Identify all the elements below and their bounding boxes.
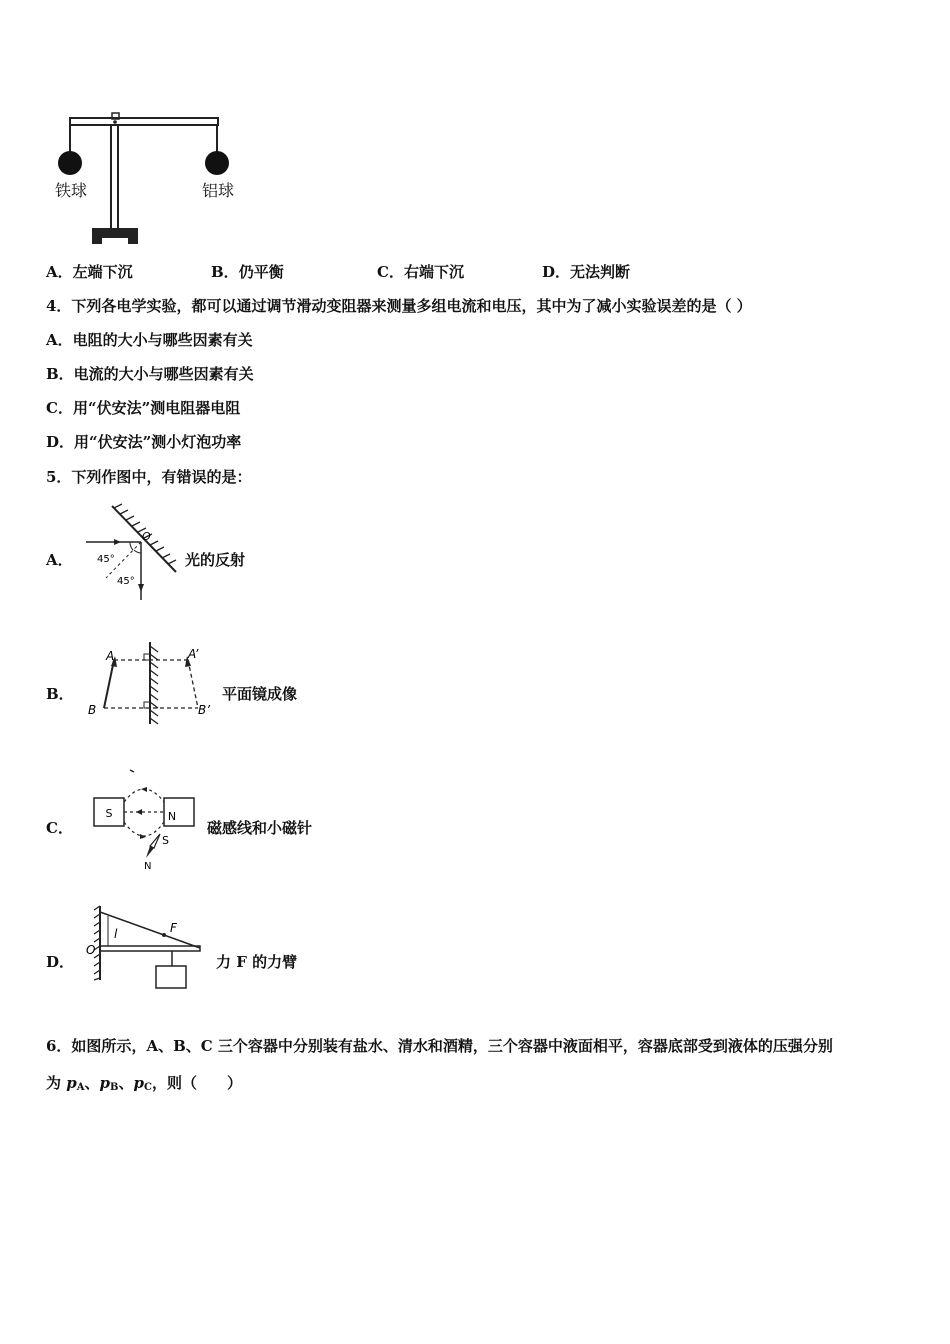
q5-option-b-caption: 平面镜成像: [222, 685, 298, 703]
q4-option-a[interactable]: A．电阻的大小与哪些因素有关: [46, 331, 253, 349]
needle-s-label: S: [162, 834, 169, 847]
left-magnet-label: S: [105, 807, 113, 820]
q5-stem: 5．下列作图中，有错误的是：: [46, 468, 252, 486]
q3-option-b[interactable]: [211, 261, 284, 282]
sub-b: B: [110, 1082, 119, 1093]
q6-suffix: ，则（ ）: [151, 1074, 242, 1092]
needle-n-label: N: [144, 861, 152, 872]
q5-option-d-letter[interactable]: D．: [46, 953, 75, 971]
magnetic-field-figure: [90, 766, 206, 872]
q3-option-a[interactable]: [46, 261, 133, 282]
reflection-figure: [84, 500, 184, 604]
lever-figure: [84, 902, 208, 994]
q3-option-c[interactable]: [377, 261, 464, 282]
q5-option-a-caption: 光的反射: [185, 551, 246, 569]
q5-option-c-caption: 磁感线和小磁针: [207, 819, 313, 837]
q6-prefix: 为: [46, 1074, 67, 1092]
option-letter: A．: [46, 263, 73, 281]
arm-l-label: l: [114, 927, 118, 941]
option-text: 无法判断: [570, 263, 631, 281]
q5-option-c-letter[interactable]: C．: [46, 819, 73, 837]
option-letter: C．: [377, 263, 404, 281]
q5-option-d-caption: 力 F 的力臂: [216, 953, 298, 971]
option-letter: B．: [211, 263, 239, 281]
pivot-o-label: O: [86, 943, 96, 957]
label-b: B: [88, 703, 97, 717]
label-a: A: [106, 649, 115, 663]
sub-c: C: [143, 1082, 152, 1093]
q4-option-b[interactable]: B．电流的大小与哪些因素有关: [46, 365, 254, 383]
q3-option-d[interactable]: [542, 261, 630, 282]
force-f-label: F: [170, 921, 177, 935]
q4-option-d[interactable]: D．用“伏安法”测小灯泡功率: [46, 433, 242, 451]
option-text: 仍平衡: [238, 263, 284, 281]
p-symbol: p: [66, 1074, 77, 1092]
q5-option-a-letter[interactable]: A．: [46, 551, 73, 569]
angle-top-label: 45°: [97, 554, 115, 565]
label-b-prime: B’: [198, 703, 211, 717]
q4-stem: 4．下列各电学实验，都可以通过调节滑动变阻器来测量多组电流和电压，其中为了减小实验误差的是（ ）: [46, 297, 752, 315]
sub-a: A: [76, 1082, 85, 1093]
point-o-label: O: [142, 530, 151, 543]
option-text: 右端下沉: [403, 263, 464, 281]
aluminum-ball-label: 铝球: [202, 181, 235, 200]
angle-bottom-label: 45°: [117, 576, 135, 587]
iron-ball-label: 铁球: [55, 181, 88, 200]
q5-option-b-letter[interactable]: B．: [46, 685, 74, 703]
right-magnet-label: N: [167, 810, 177, 823]
p-symbol: p: [99, 1074, 111, 1092]
label-a-prime: A’: [188, 647, 199, 661]
q6-stem-line2: [46, 1072, 242, 1093]
plane-mirror-figure: [84, 640, 220, 728]
p-symbol: p: [133, 1074, 144, 1092]
option-letter: D．: [542, 263, 571, 281]
q4-option-c[interactable]: C．用“伏安法”测电阻器电阻: [46, 399, 241, 417]
separator: 、: [118, 1074, 134, 1092]
separator: 、: [84, 1074, 100, 1092]
option-text: 左端下沉: [72, 263, 133, 281]
q6-stem-line1: 6．如图所示，A、B、C 三个容器中分别装有盐水、清水和酒精，三个容器中液面相平，容器底部受到液体的压强分别: [46, 1037, 833, 1055]
